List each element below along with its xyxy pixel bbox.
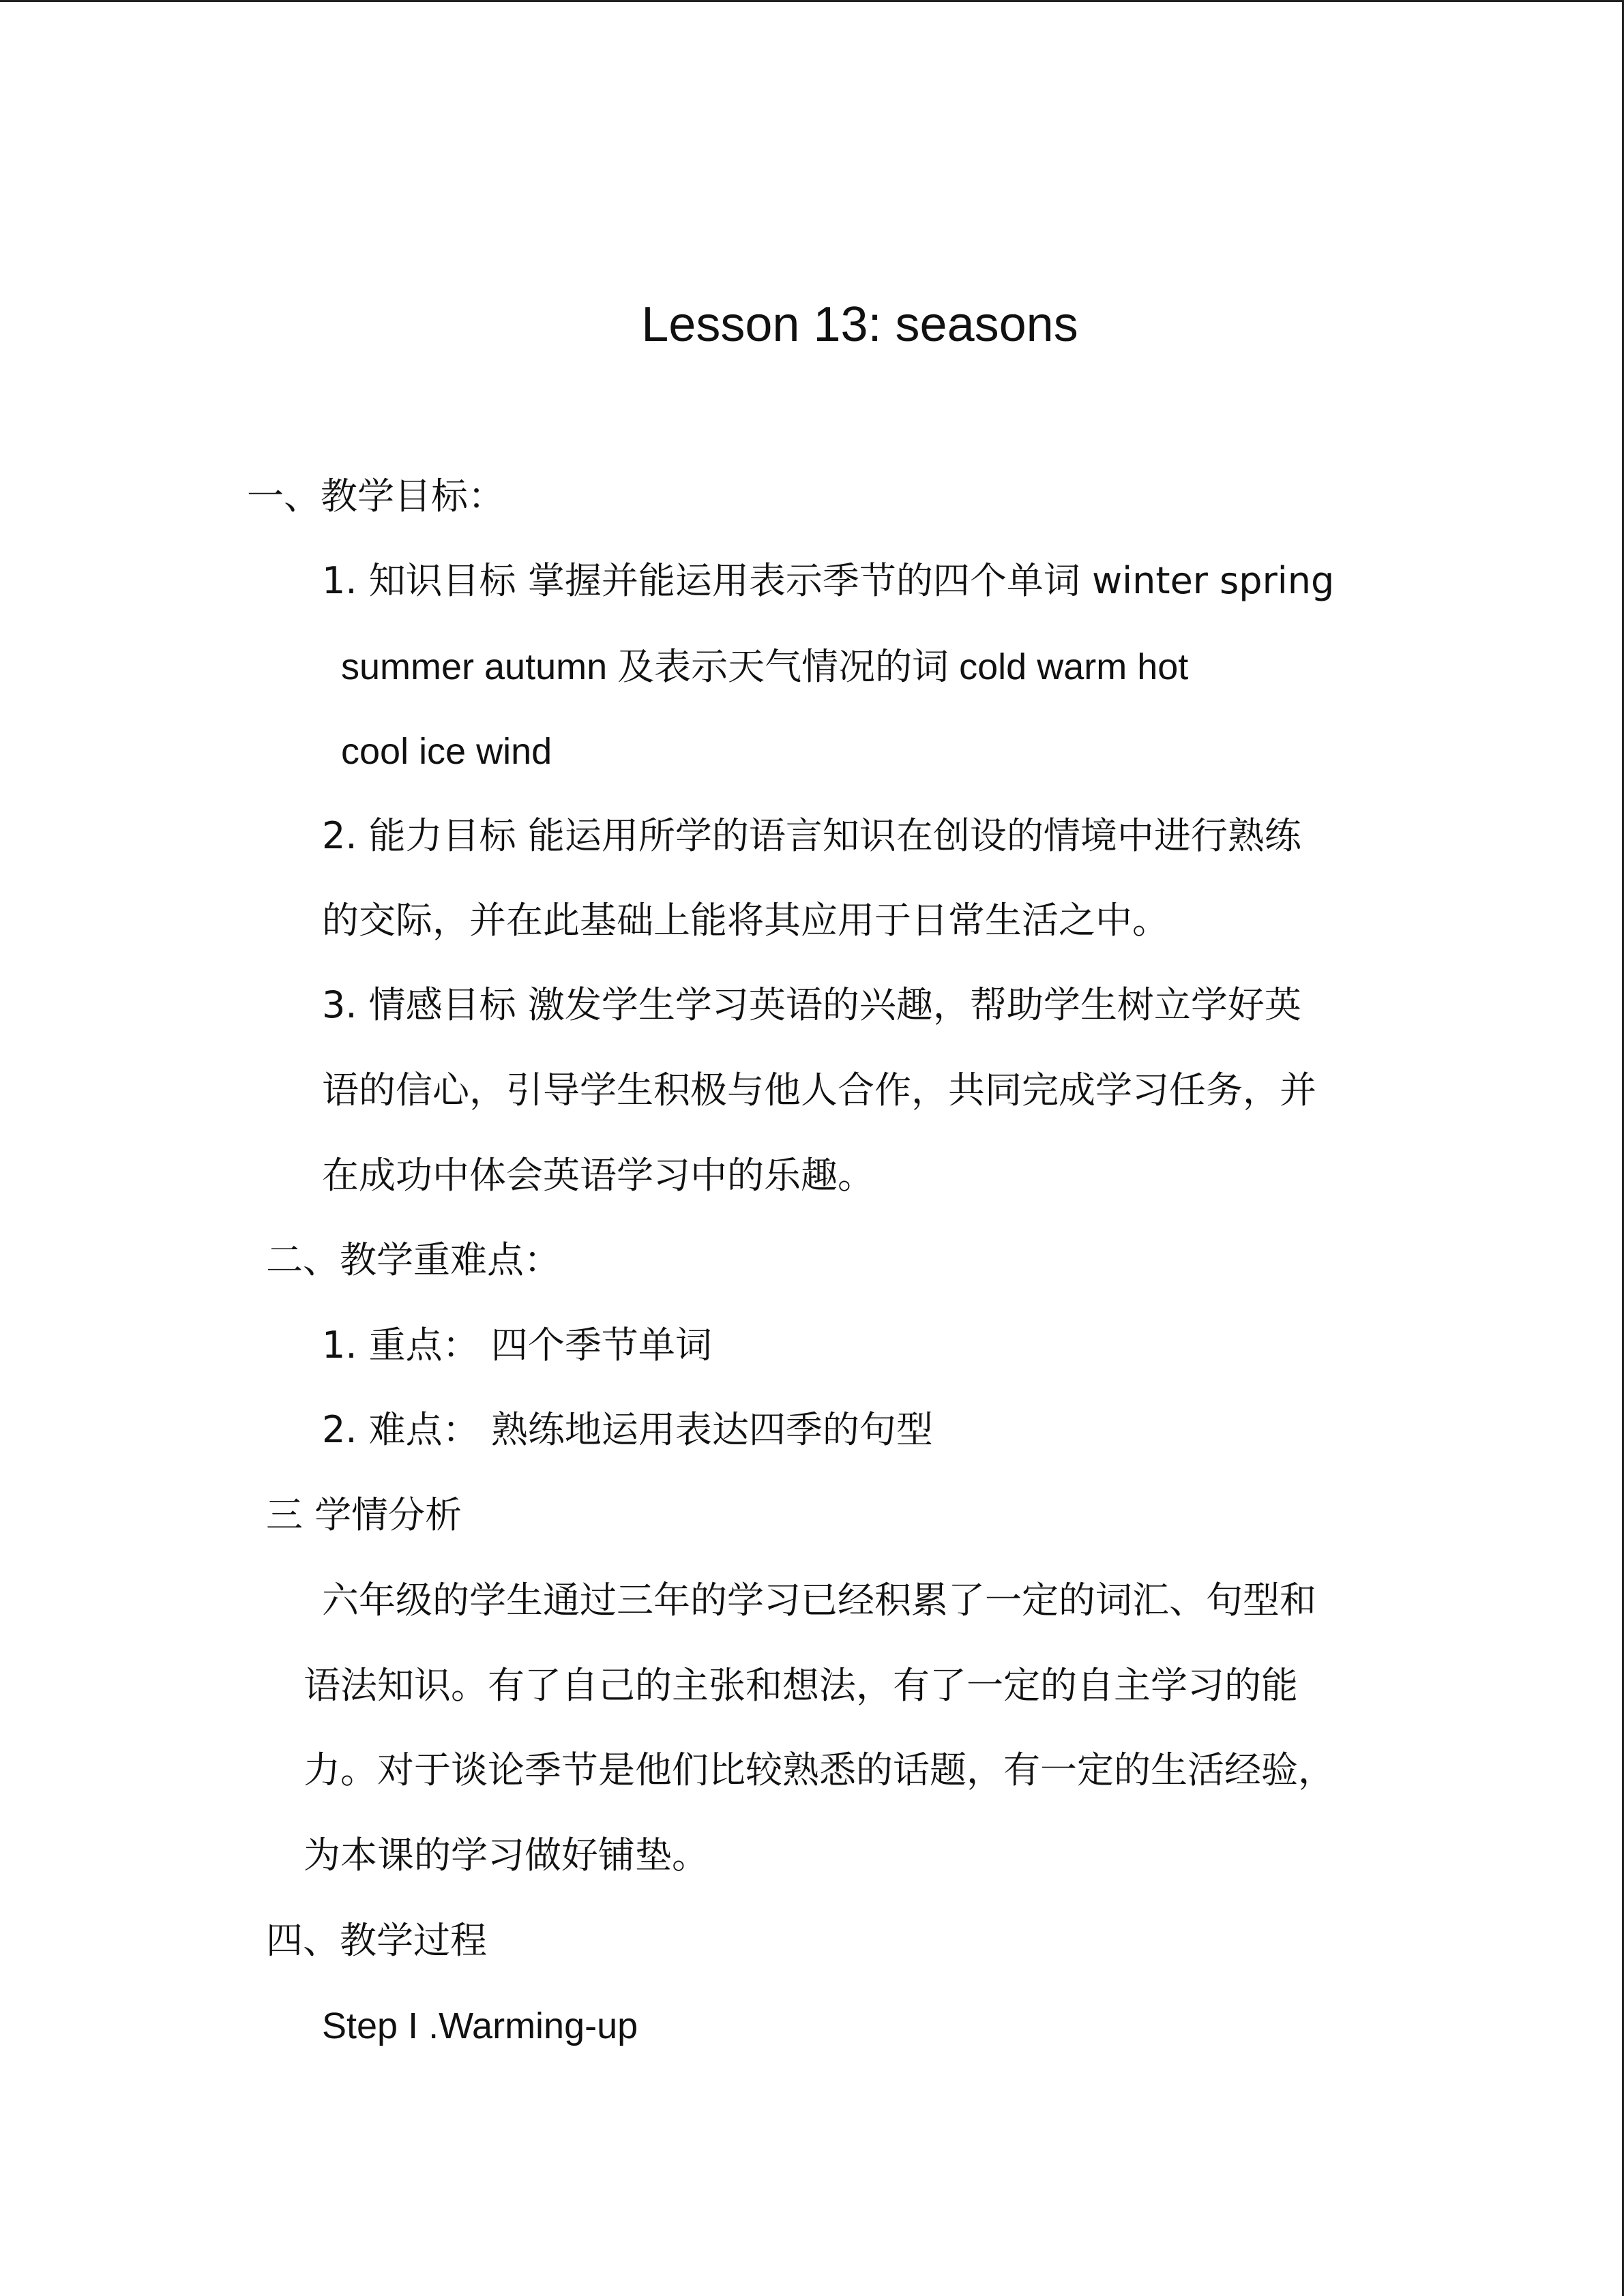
page-title: Lesson 13: seasons xyxy=(641,297,1078,352)
goal3-line3: 在成功中体会英语学习中的乐趣。 xyxy=(322,1154,874,1197)
goal2-line2: 的交际，并在此基础上能将其应用于日常生活之中。 xyxy=(322,899,1169,942)
key-point: 1. 重点： 四个季节单词 xyxy=(322,1324,712,1367)
goal1-line3: cool ice wind xyxy=(341,731,552,772)
goal1-line2: summer autumn 及表示天气情况的词 cold warm hot xyxy=(341,646,1189,687)
analysis-line1: 六年级的学生通过三年的学习已经积累了一定的词汇、句型和 xyxy=(322,1579,1316,1622)
goal2-line1: 2. 能力目标 能运用所学的语言知识在创设的情境中进行熟练 xyxy=(322,814,1301,857)
difficult-point: 2. 难点： 熟练地运用表达四季的句型 xyxy=(322,1408,933,1451)
analysis-line3: 力。对于谈论季节是他们比较熟悉的话题，有一定的生活经验， xyxy=(304,1748,1335,1791)
step1-warming-up: Step I .Warming-up xyxy=(322,2006,638,2046)
section2-heading: 二、教学重难点： xyxy=(266,1238,561,1281)
page-border-top xyxy=(0,0,1624,2)
section1-heading: 一、教学目标： xyxy=(247,475,505,518)
goal3-line1: 3. 情感目标 激发学生学习英语的兴趣，帮助学生树立学好英 xyxy=(322,983,1301,1026)
section3-heading: 三 学情分析 xyxy=(266,1493,462,1536)
section4-heading: 四、教学过程 xyxy=(266,1919,487,1962)
analysis-line2: 语法知识。有了自己的主张和想法，有了一定的自主学习的能 xyxy=(304,1664,1298,1707)
analysis-line4: 为本课的学习做好铺垫。 xyxy=(304,1834,709,1877)
goal3-line2: 语的信心，引导学生积极与他人合作，共同完成学习任务，并 xyxy=(322,1069,1316,1112)
goal1-line1: 1. 知识目标 掌握并能运用表示季节的四个单词 winter spring xyxy=(322,559,1335,602)
